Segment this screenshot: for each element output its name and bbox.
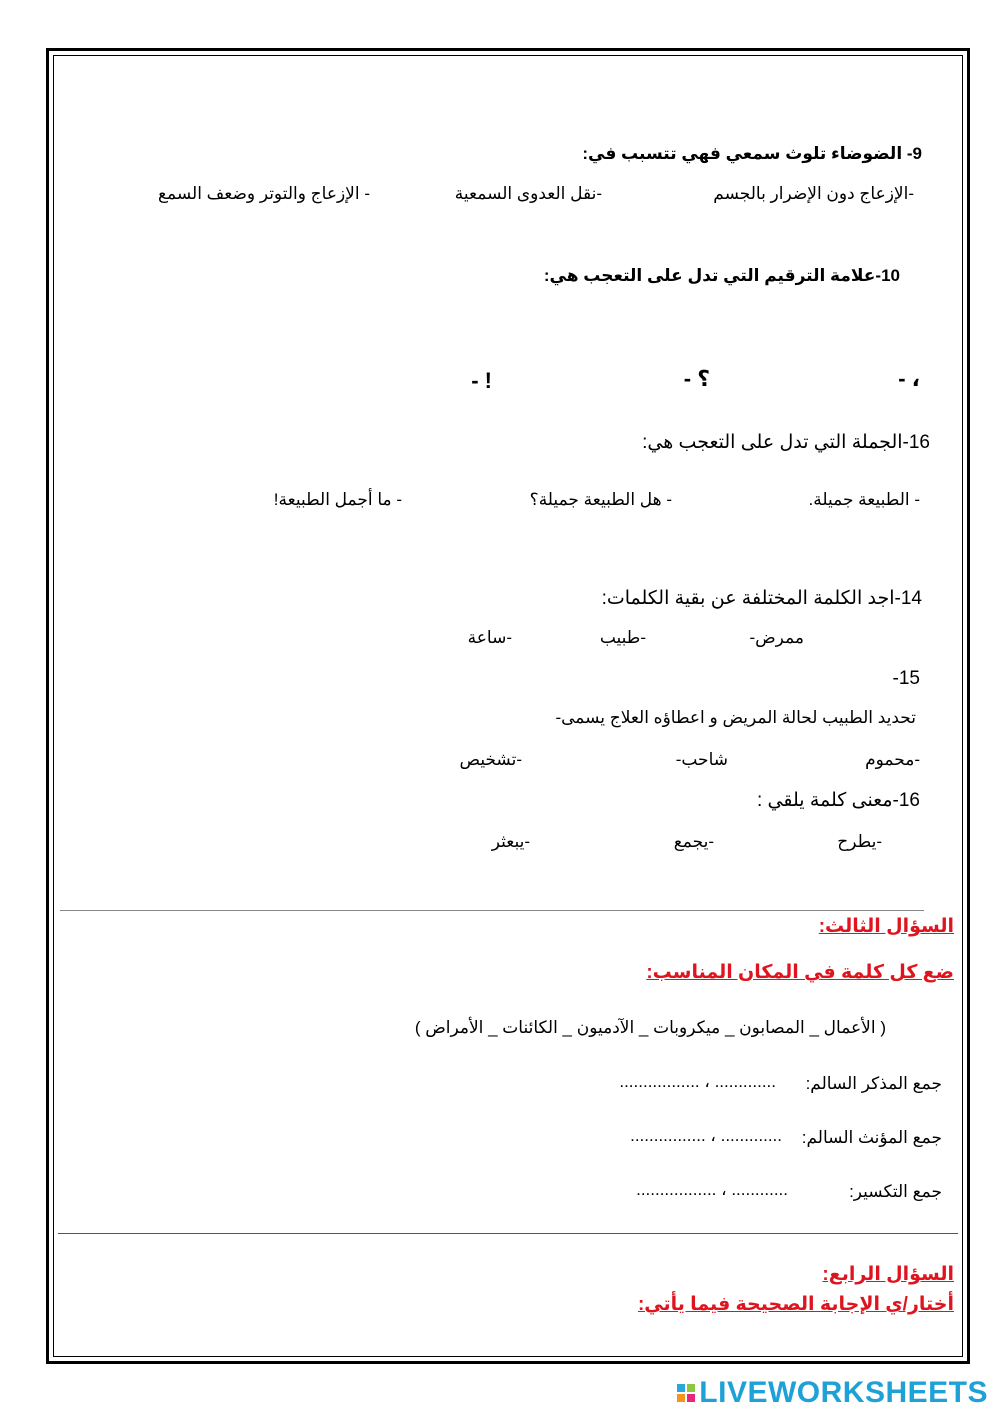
question-9-option-3[interactable]: - الإزعاج والتوتر وضعف السمع bbox=[157, 184, 370, 203]
divider bbox=[58, 1233, 958, 1234]
question-10-option-3[interactable]: ! - bbox=[471, 368, 492, 393]
question-14-option-1[interactable]: ممرض- bbox=[749, 628, 804, 647]
section-3-instruction: ضع كل كلمة في المكان المناسب: bbox=[646, 962, 954, 983]
broken-plural-label: جمع التكسير: bbox=[849, 1182, 942, 1201]
section-4-instruction: أختار/ي الإجابة الصحيحة فيما يأتي: bbox=[637, 1294, 954, 1315]
question-15-title: تحديد الطبيب لحالة المريض و اعطاؤه العلاج يسمى- bbox=[555, 708, 916, 727]
question-9-option-2[interactable]: -نقل العدوى السمعية bbox=[454, 184, 602, 203]
question-10-option-2[interactable]: ؟ - bbox=[683, 366, 710, 391]
question-16b-option-3[interactable]: -يبعثر bbox=[491, 832, 530, 851]
question-14-option-3[interactable]: -ساعة bbox=[467, 628, 512, 647]
feminine-plural-blanks[interactable]: ............. ، ................ bbox=[630, 1126, 782, 1145]
question-16a-title: 16-الجملة التي تدل على التعجب هي: bbox=[642, 432, 930, 453]
question-15-option-1[interactable]: -محموم bbox=[865, 750, 920, 769]
masculine-plural-label: جمع المذكر السالم: bbox=[805, 1074, 942, 1093]
question-9-option-1[interactable]: -الإزعاج دون الإضرار بالجسم bbox=[713, 184, 914, 203]
question-16a-option-2[interactable]: - هل الطبيعة جميلة؟ bbox=[529, 490, 672, 509]
question-16b-title: 16-معنى كلمة يلقي : bbox=[756, 790, 920, 811]
question-16a-option-3[interactable]: - ما أجمل الطبيعة! bbox=[273, 490, 402, 509]
page-border-inner bbox=[53, 55, 963, 1357]
question-16b-option-1[interactable]: -يطرح bbox=[837, 832, 882, 851]
feminine-plural-label: جمع المؤنث السالم: bbox=[801, 1128, 942, 1147]
question-14-option-2[interactable]: -طبيب bbox=[599, 628, 646, 647]
section-4-heading: السؤال الرابع: bbox=[822, 1264, 954, 1285]
question-16b-option-2[interactable]: -يجمع bbox=[673, 832, 714, 851]
brand-name: LIVEWORKSHEETS bbox=[699, 1376, 988, 1409]
section-3-heading: السؤال الثالث: bbox=[818, 916, 954, 937]
masculine-plural-blanks[interactable]: ............. ، ................. bbox=[619, 1072, 776, 1091]
liveworksheets-logo bbox=[677, 1376, 988, 1410]
question-14-title: 14-اجد الكلمة المختلفة عن بقية الكلمات: bbox=[601, 588, 922, 609]
divider bbox=[60, 910, 924, 911]
question-16a-option-1[interactable]: - الطبيعة جميلة. bbox=[808, 490, 920, 509]
question-15-option-2[interactable]: شاحب- bbox=[675, 750, 728, 769]
question-15-number: 15- bbox=[892, 668, 920, 689]
question-15-option-3[interactable]: -تشخيص bbox=[459, 750, 522, 769]
word-bank: ( الأعمال _ المصابون _ ميكروبات _ الآدميون _ الكائنات _ الأمراض ) bbox=[414, 1018, 886, 1037]
question-10-option-1[interactable]: ، - bbox=[898, 366, 920, 391]
broken-plural-blanks[interactable]: ............ ، ................. bbox=[636, 1180, 788, 1199]
question-10-title: 10-علامة الترقيم التي تدل على التعجب هي: bbox=[543, 266, 900, 285]
logo-icon bbox=[677, 1384, 695, 1402]
question-9-title: 9- الضوضاء تلوث سمعي فهي تتسبب في: bbox=[582, 144, 922, 163]
